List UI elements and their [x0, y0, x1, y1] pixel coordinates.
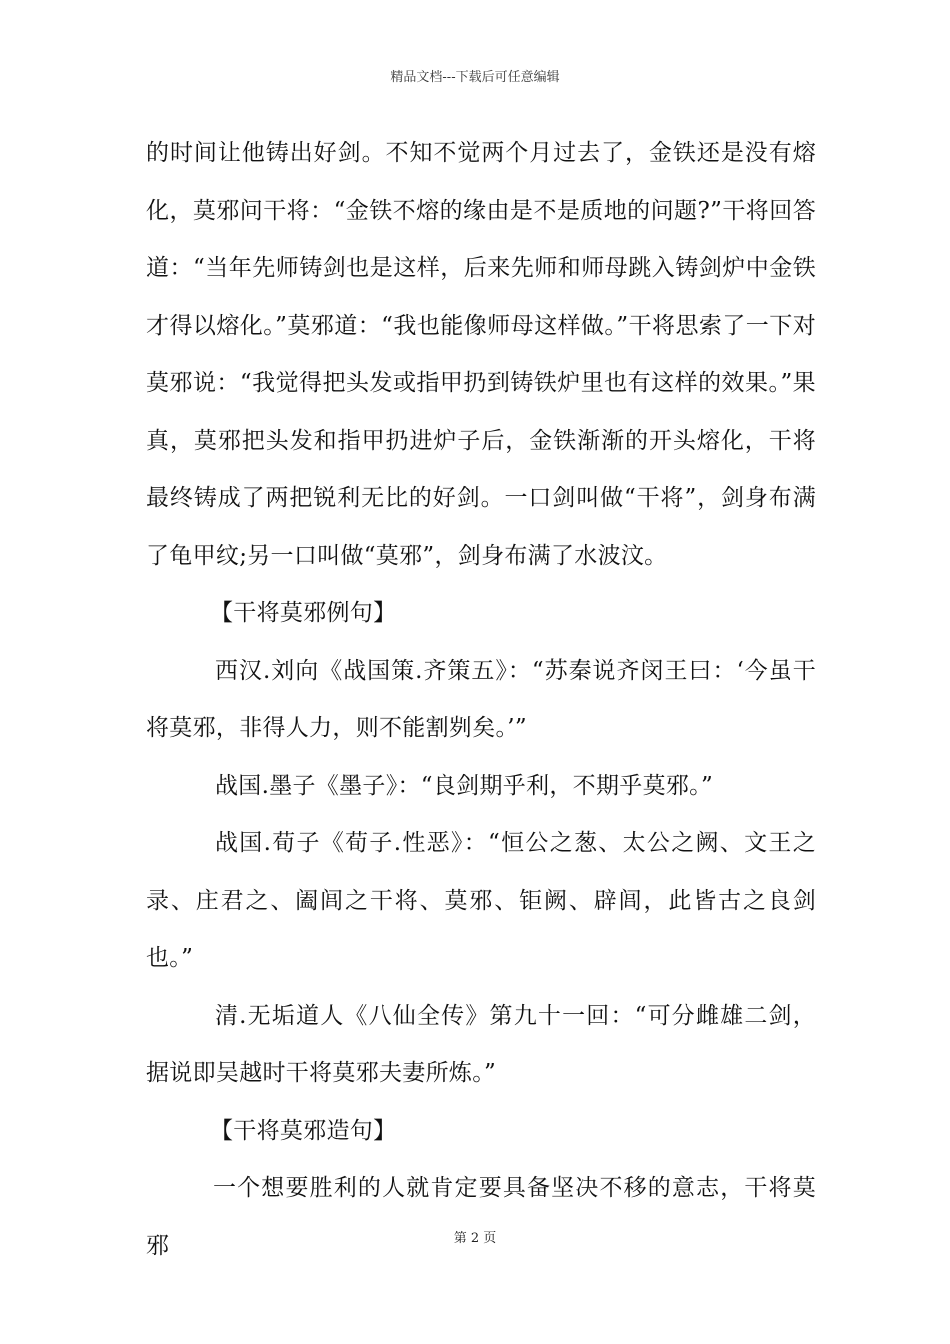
citation-zhanguoce: 西汉.刘向《战国策.齐策五》：“苏秦说齐闵王曰：‘今虽干将莫邪，非得人力，则不能割刿矣。’” — [146, 657, 816, 741]
section-heading-examples: 【干将莫邪例句】 — [210, 600, 397, 626]
citation-xunzi: 战国.荀子《荀子.性恶》：“恒公之葱、太公之阙、文王之录、庄君之、阖闾之干将、莫邪、钜阙、辟闾，此皆古之良剑也。” — [146, 830, 816, 971]
citation-baxian: 清.无垢道人《八仙全传》第九十一回：“可分雌雄二剑，据说即吴越时干将莫邪夫妻所炼。” — [146, 1002, 816, 1086]
section-heading-sentences: 【干将莫邪造句】 — [210, 1117, 397, 1144]
page-header: 精品文档---下载后可任意编辑 — [390, 70, 560, 85]
page-number: 第 2 页 — [453, 1231, 497, 1246]
document-body — [146, 125, 816, 1275]
paragraph-sentence-example: 一个想要胜利的人就肯定要具备坚决不移的意志，干将莫邪 — [146, 1175, 816, 1259]
citation-mozi: 战国.墨子《墨子》：“良剑期乎利，不期乎莫邪。” — [215, 772, 714, 799]
paragraph-story-continued: 的时间让他铸出好剑。不知不觉两个月过去了，金铁还是没有熔化，莫邪问干将：“金铁不熔的缘由是不是质地的问题?”干将回答道：“当年先师铸剑也是这样，后来先师和师母跳入铸剑炉中金铁才得以熔化。”莫邪道：“我也能像师母这样做。”干将思索了一下对莫邪说：“我觉得把头发或指甲扔到铸铁炉里也有这样的效果。”果真，莫邪把头发和指甲扔进炉子后，金铁渐渐的开头熔化，干将最终铸成了两把锐利无比的好剑。一口剑叫做“干将”，剑身布满了龟甲纹;另一口叫做“莫邪”，剑身布满了水波汶。 — [146, 140, 816, 569]
